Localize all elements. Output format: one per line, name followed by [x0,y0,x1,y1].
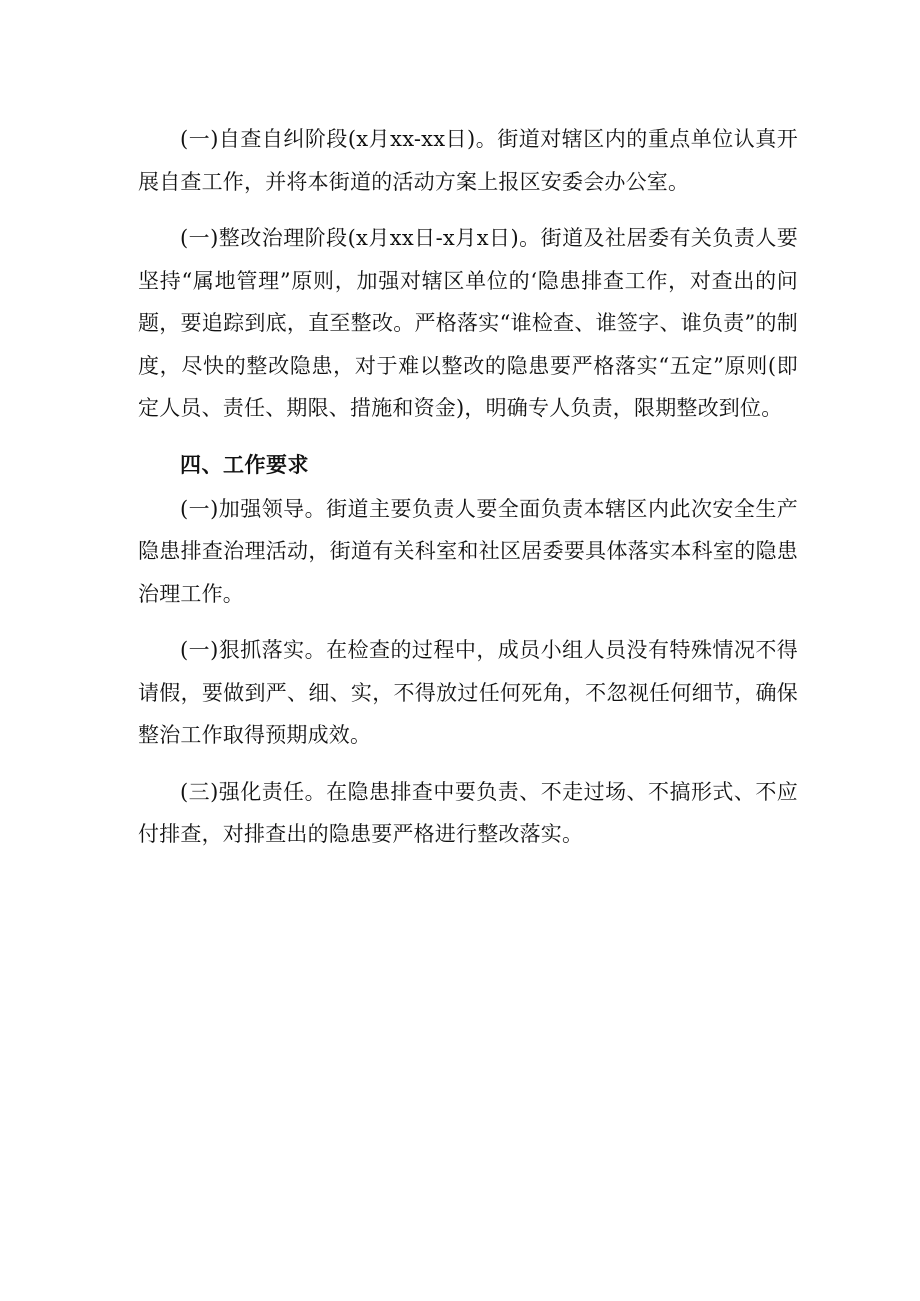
paragraph-implementation: (一)狠抓落实。在检查的过程中，成员小组人员没有特殊情况不得请假，要做到严、细、实，不得放过任何死角，不忽视任何细节，确保整治工作取得预期成效。 [138,638,798,747]
paragraph-self-inspection-stage: (一)自查自纠阶段(x月xx-xx日)。街道对辖区内的重点单位认真开展自查工作，并将本街道的活动方案上报区安委会办公室。 [138,127,798,194]
paragraph-responsibility: (三)强化责任。在隐患排查中要负责、不走过场、不搞形式、不应付排查，对排查出的隐患要严格进行整改落实。 [138,779,798,846]
document-body [138,118,798,870]
paragraph-strengthen-leadership: (一)加强领导。街道主要负责人要全面负责本辖区内此次安全生产隐患排查治理活动，街道有关科室和社区居委要具体落实本科室的隐患治理工作。 [138,496,798,606]
paragraph-rectification-stage: (一)整改治理阶段(x月xx日-x月x日)。街道及社居委有关负责人要坚持“属地管理”原则，加强对辖区单位的‘隐患排查工作，对查出的问题，要追踪到底，直至整改。严格落实“谁检查、谁签字、谁负责”的制度，尽快的整改隐患，对于难以整改的隐患要严格落实“五定”原则(即定人员、责任、期限、措施和资金)，明确专人负责，限期整改到位。 [138,226,798,420]
section-heading-work-requirements: 四、工作要求 [180,452,309,477]
